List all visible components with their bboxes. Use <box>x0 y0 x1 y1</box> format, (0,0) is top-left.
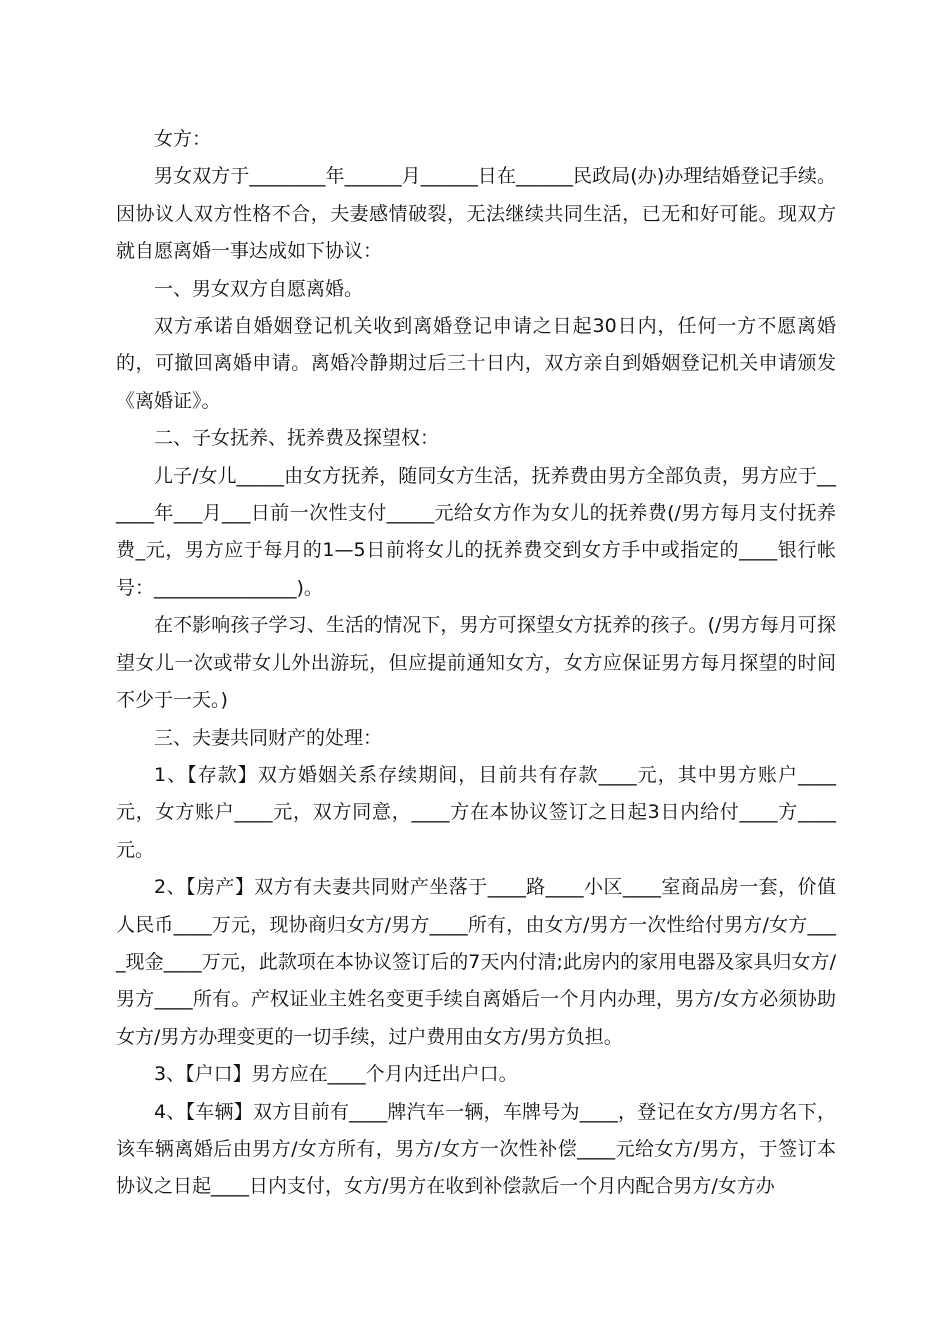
paragraph-cooling-off-period: 双方承诺自婚姻登记机关收到离婚登记申请之日起30日内，任何一方不愿离婚的，可撤回离婚申请。离婚冷静期过后三十日内，双方亲自到婚姻登记机关申请颁发《离婚证》。 <box>116 315 836 412</box>
heading-child-custody: 二、子女抚养、抚养费及探望权： <box>154 427 440 450</box>
paragraph-marriage-registration: 男女双方于________年______月______日在______民政局(办)办理结婚登记手续。因协议人双方性格不合，夫妻感情破裂，无法继续共同生活，已无和好可能。现双方就自愿离婚一事达成如下协议： <box>116 165 836 263</box>
heading-voluntary-divorce: 一、男女双方自愿离婚。 <box>154 277 364 300</box>
document-page <box>116 114 836 1206</box>
paragraph-vehicle: 4、【车辆】双方目前有____牌汽车一辆，车牌号为____，登记在女方/男方名下，该车辆离婚后由男方/女方所有，男方/女方一次性补偿____元给女方/男方，于签订本协议之日起____日内支付，女方/男方在收到补偿款后一个月内配合男方/女方办 <box>116 1100 836 1198</box>
paragraph-deposits: 1、【存款】双方婚姻关系存续期间，目前共有存款____元，其中男方账户____元，女方账户____元，双方同意，____方在本协议签订之日起3日内给付____方____元。 <box>116 763 836 861</box>
paragraph-real-estate: 2、【房产】双方有夫妻共同财产坐落于____路____小区____室商品房一套，价值人民币____万元，现协商归女方/男方____所有，由女方/男方一次性给付男方/女方____现金____万元，此款项在本协议签订后的7天内付清;此房内的家用电器及家具归女方/男方____所有。产权证业主姓名变更手续自离婚后一个月内办理，男方/女方必须协助女方/男方办理变更的一切手续，过户费用由女方/男方负担。 <box>116 876 836 1048</box>
paragraph-child-support: 儿子/女儿_____由女方抚养，随同女方生活，抚养费由男方全部负责，男方应于______年___月___日前一次性支付_____元给女方作为女儿的抚养费(/男方每月支付抚养费_元，男方应于每月的1—5日前将女儿的抚养费交到女方手中或指定的____银行帐号：_______________)。 <box>116 464 836 599</box>
paragraph-household-registration: 3、【户口】男方应在____个月内迁出户口。 <box>154 1063 518 1086</box>
heading-joint-property: 三、夫妻共同财产的处理： <box>154 726 383 749</box>
paragraph-party-female: 女方： <box>154 128 212 150</box>
paragraph-visitation: 在不影响孩子学习、生活的情况下，男方可探望女方抚养的孩子。(/男方每月可探望女儿一次或带女儿外出游玩，但应提前通知女方，女方应保证男方每月探望的时间不少于一天。) <box>116 614 836 712</box>
